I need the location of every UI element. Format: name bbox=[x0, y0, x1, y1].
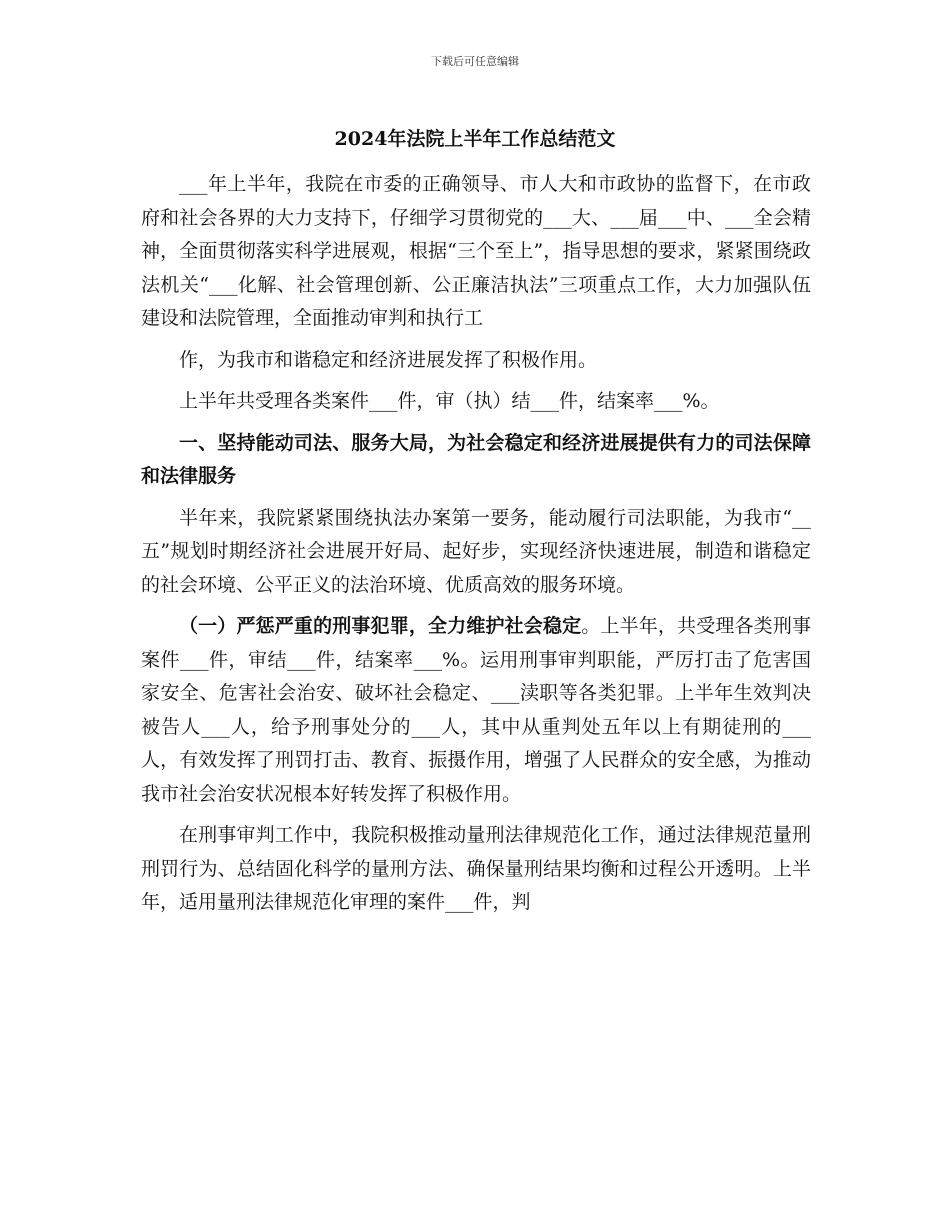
section-heading-1: 一、坚持能动司法、服务大局，为社会稳定和经济进展提供有力的司法保障和法律服务 bbox=[141, 431, 811, 487]
paragraph-intro: ___年上半年，我院在市委的正确领导、市人大和市政协的监督下，在市政府和社会各界的大力支持下，仔细学习贯彻党的___大、___届___中、___全会精神，全面贯彻落实科学进展观，根据“三个至上”，指导思想的要求，紧紧围绕政法机关“___化解、社会管理创新、公正廉洁执法”三项重点工作，大力加强队伍建设和法院管理，全面推动审判和执行工 bbox=[141, 173, 811, 329]
paragraph-section-1-intro: 半年来，我院紧紧围绕执法办案第一要务，能动履行司法职能，为我市“__五”规划时期经济社会进展开好局、起好步，实现经济快速进展，制造和谐稳定的社会环境、公平正义的法治环境、优质高效的服务环境。 bbox=[141, 506, 811, 596]
paragraph-intro-continued: 作，为我市和谐稳定和经济进展发挥了积极作用。 bbox=[179, 348, 598, 371]
paragraph-criminal-trial bbox=[141, 610, 811, 811]
subsection-heading-1: （一）严惩严重的刑事犯罪，全力维护社会稳定 bbox=[179, 615, 582, 637]
header-note: 下载后可任意编辑 bbox=[431, 55, 519, 68]
paragraph-case-summary: 上半年共受理各类案件___件，审（执）结___件，结案率___%。 bbox=[179, 390, 720, 412]
document-title: 2024年法院上半年工作总结范文 bbox=[334, 128, 616, 150]
document-body bbox=[141, 168, 811, 928]
subsection-text-1: 。上半年，共受理各类刑事案件___件，审结___件，结案率___%。运用刑事审判职能，严厉打击了危害国家安全、危害社会治安、破坏社会稳定、___渎职等各类犯罪。上半年生效判决被告人___人，给予刑事处分的___人，其中从重判处五年以上有期徒刑的___人，有效发挥了刑罚打击、教育、振摄作用，增强了人民群众的安全感，为推动我市社会治安状况根本好转发挥了积极作用。 bbox=[141, 615, 811, 805]
paragraph-sentencing: 在刑事审判工作中，我院积极推动量刑法律规范化工作，通过法律规范量刑刑罚行为、总结固化科学的量刑方法、确保量刑结果均衡和过程公开透明。上半年，适用量刑法律规范化审理的案件___件，判 bbox=[141, 824, 811, 913]
